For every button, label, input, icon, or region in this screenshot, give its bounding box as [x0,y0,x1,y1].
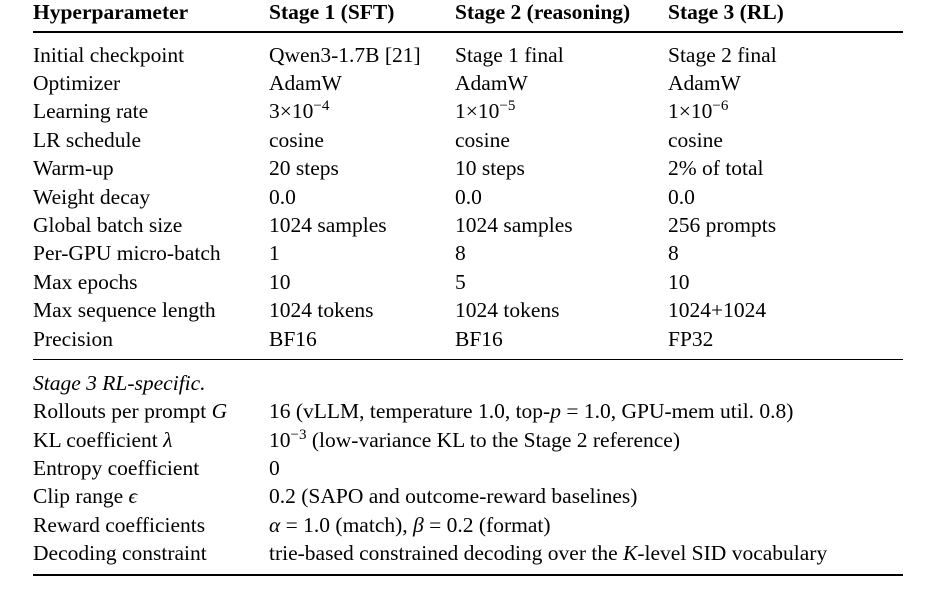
stage3-value [668,97,728,128]
param-label: KL coefficient λ [33,428,173,452]
param-label: Clip range ϵ [33,484,138,508]
param-label: Precision [33,327,114,351]
symbol-g: G [211,399,228,423]
stage1-value: 1024 samples [269,213,387,237]
stage2-value: 1024 tokens [455,298,560,322]
stage3-value: AdamW [668,71,741,95]
lr-exponent: −5 [499,98,516,115]
stage1-value: 1024 tokens [269,298,374,322]
header-hyperparameter: Hyperparameter [33,0,189,24]
clip-value: 0.2 (SAPO and outcome-reward baselines) [269,484,638,508]
symbol-lambda: λ [163,428,173,452]
stage1-value: 10 [269,270,291,294]
stage2-value: 8 [455,241,466,265]
symbol-p: p [550,399,561,423]
stage3-value: 256 prompts [668,213,777,237]
stage2-value: AdamW [455,71,528,95]
stage3-value: 1024+1024 [668,298,767,322]
stage3-value: 10 [668,270,690,294]
top-rule [33,31,903,33]
param-label: Entropy coefficient [33,456,200,480]
lr-base: 1×10 [455,99,500,123]
symbol-epsilon: ϵ [128,484,138,508]
lr-exponent: −4 [313,98,330,115]
symbol-k: K [623,541,638,565]
rl-section-title: Stage 3 RL-specific. [33,371,206,395]
stage3-value: 0.0 [668,185,695,209]
stage1-value: 0.0 [269,185,296,209]
param-label: Warm-up [33,156,114,180]
rollouts-value: 16 (vLLM, temperature 1.0, top-p = 1.0, GPU-mem util. 0.8) [269,399,794,423]
param-label: Global batch size [33,213,183,237]
param-label: Learning rate [33,99,149,123]
stage2-value: cosine [455,128,510,152]
reward-value: α = 1.0 (match), β = 0.2 (format) [269,513,551,537]
kl-value: $10^{-3}$ (low-variance KL to the Stage 2 reference) [269,427,680,452]
stage1-value: 20 steps [269,156,339,180]
param-label: Max epochs [33,270,138,294]
stage1-value: 1 [269,241,280,265]
stage2-value: 1024 samples [455,213,573,237]
param-label: Reward coefficients [33,513,206,537]
param-label: Weight decay [33,185,151,209]
stage2-value: 5 [455,270,466,294]
header-stage3: Stage 3 (RL) [668,0,784,24]
mid-rule [33,359,903,360]
symbol-alpha: α [269,513,281,537]
param-label: Rollouts per prompt G [33,399,228,423]
param-label: Max sequence length [33,298,216,322]
stage2-value: 0.0 [455,185,482,209]
stage2-value: 10 steps [455,156,525,180]
entropy-value: 0 [269,456,280,480]
stage2-value: Stage 1 final [455,43,564,67]
param-label: Initial checkpoint [33,43,185,67]
decoding-value: trie-based constrained decoding over the K-level SID vocabulary [269,541,828,565]
header-stage1: Stage 1 (SFT) [269,0,395,24]
stage3-value: FP32 [668,327,714,351]
kl-exponent: −3 [290,427,307,444]
stage1-value: BF16 [269,327,317,351]
header-stage2: Stage 2 (reasoning) [455,0,631,24]
symbol-beta: β [413,513,424,537]
lr-base: 1×10 [668,99,713,123]
param-label: Optimizer [33,71,121,95]
stage3-value: cosine [668,128,723,152]
stage1-value: AdamW [269,71,342,95]
stage3-value: Stage 2 final [668,43,777,67]
lr-exponent: −6 [712,98,729,115]
param-label: Per-GPU micro-batch [33,241,221,265]
lr-base: 3×10 [269,99,314,123]
param-label: LR schedule [33,128,142,152]
stage2-value: BF16 [455,327,503,351]
bottom-rule [33,574,903,576]
stage3-value: 2% of total [668,156,764,180]
stage3-value: 8 [668,241,679,265]
stage2-value [455,97,515,128]
stage1-value [269,97,329,128]
stage1-value: cosine [269,128,324,152]
param-label: Decoding constraint [33,541,207,565]
stage1-value: Qwen3-1.7B [21] [269,43,421,67]
